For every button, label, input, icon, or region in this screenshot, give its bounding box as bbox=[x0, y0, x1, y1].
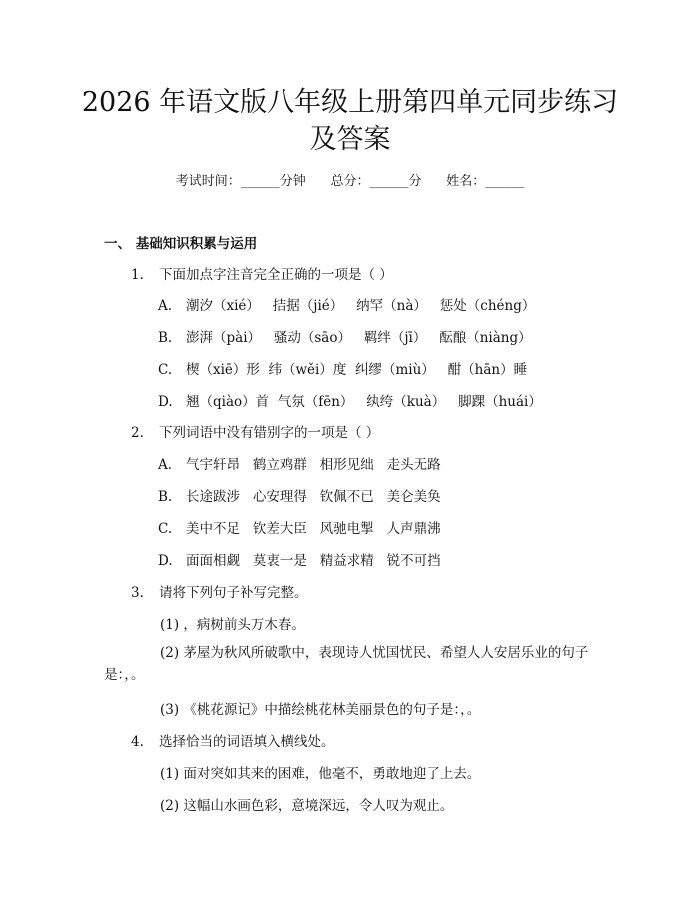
option-text: 澎湃（pài） 骚动（sāo） 羁绊（jī） 酝酿（niàng） bbox=[186, 330, 532, 346]
question-stem: 请将下列句子补写完整。 bbox=[159, 585, 308, 601]
subquestion-3-3: (3) 《桃花源记》中描绘桃花林美丽景色的句子是：，。 bbox=[160, 702, 481, 718]
option-text: 美中不足 钦差大臣 风驰电掣 人声鼎沸 bbox=[186, 521, 441, 537]
question-stem: 下列词语中没有错别字的一项是（ ） bbox=[159, 425, 380, 441]
subquestion-3-2: (2) 茅屋为秋风所破歌中，表现诗人忧国忧民、希望人人安居乐业的句子是：，。 bbox=[104, 645, 589, 683]
document-title-line2: 及答案 bbox=[309, 124, 391, 155]
option-letter: B. bbox=[158, 330, 173, 346]
question-number: 2. bbox=[131, 425, 144, 441]
document-title-line1: 2026 年语文版八年级上册第四单元同步练习 bbox=[81, 87, 619, 118]
option-1d bbox=[158, 390, 542, 410]
option-letter: A. bbox=[158, 457, 173, 473]
option-text: 翘（qiào）首 气氛（fēn） 纨绔（kuà） 脚踝（huái） bbox=[186, 394, 542, 410]
question-1 bbox=[131, 263, 393, 283]
option-letter: D. bbox=[158, 553, 173, 569]
question-4 bbox=[131, 730, 335, 750]
section-heading: 一、 基础知识积累与运用 bbox=[104, 236, 258, 252]
option-2d bbox=[158, 549, 441, 569]
question-3 bbox=[131, 581, 308, 601]
question-stem: 下面加点字注音完全正确的一项是（ ） bbox=[159, 267, 393, 283]
option-letter: C. bbox=[158, 362, 173, 378]
option-letter: D. bbox=[158, 394, 173, 410]
option-text: 潮汐（xié） 拮据（jié） 纳罕（nà） 惩处（chéng） bbox=[186, 298, 536, 314]
option-text: 气宇轩昂 鹤立鸡群 相形见绌 走头无路 bbox=[186, 457, 441, 473]
question-number: 3. bbox=[131, 585, 144, 601]
option-letter: C. bbox=[158, 521, 173, 537]
option-1c bbox=[158, 358, 527, 378]
option-2a bbox=[158, 453, 441, 473]
subquestion-3-1: (1) ，病树前头万木春。 bbox=[160, 617, 305, 633]
question-number: 1. bbox=[131, 267, 144, 283]
subquestion-4-1: (1) 面对突如其来的困难，他毫不，勇敢地迎了上去。 bbox=[160, 766, 481, 782]
option-text: 面面相觑 莫衷一是 精益求精 锐不可挡 bbox=[186, 553, 441, 569]
question-2 bbox=[131, 421, 379, 441]
option-2c bbox=[158, 517, 441, 537]
option-letter: A. bbox=[158, 298, 173, 314]
question-number: 4. bbox=[131, 734, 144, 750]
option-1a bbox=[158, 294, 535, 314]
subquestion-4-2: (2) 这幅山水画色彩，意境深远，令人叹为观止。 bbox=[160, 798, 454, 814]
exam-meta-line: 考试时间：______分钟 总分：______分 姓名：______ bbox=[175, 174, 525, 189]
option-text: 楔（xiē）形 纬（wěi）度 纠缪（miù） 酣（hān）睡 bbox=[186, 362, 528, 378]
option-text: 长途跋涉 心安理得 钦佩不已 美仑美奂 bbox=[186, 489, 441, 505]
question-stem: 选择恰当的词语填入横线处。 bbox=[159, 734, 335, 750]
option-1b bbox=[158, 326, 532, 346]
option-letter: B. bbox=[158, 489, 173, 505]
option-2b bbox=[158, 485, 441, 505]
